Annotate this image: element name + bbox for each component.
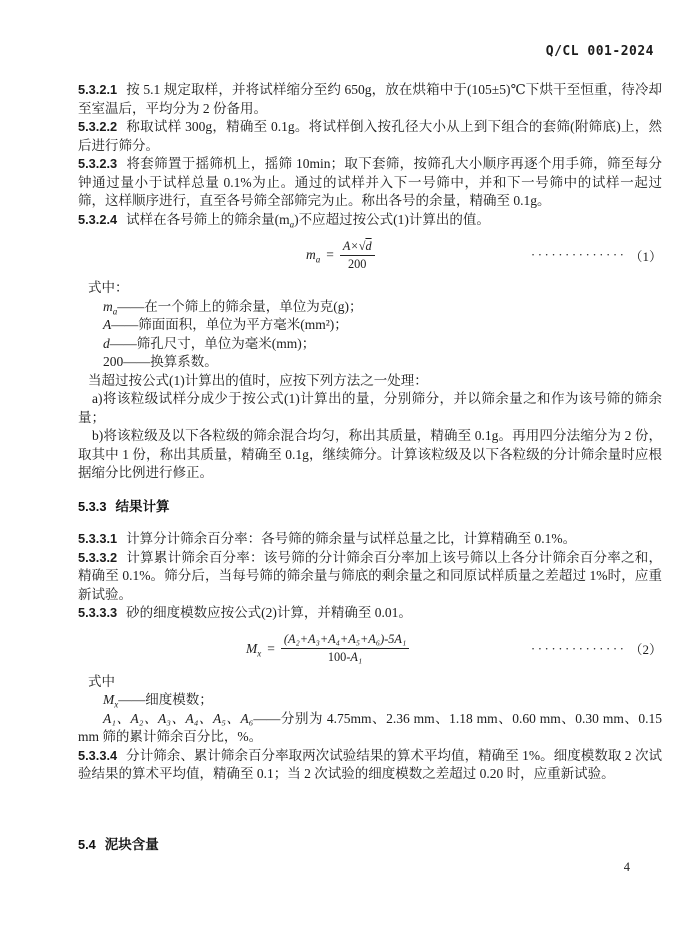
- definition-text: ——细度模数；: [118, 692, 213, 707]
- formula-1-lhs: [306, 247, 320, 263]
- clause-number: 5.3.2.1: [78, 82, 118, 97]
- paragraph-5-3-3-3: [78, 604, 662, 623]
- equals-sign: =: [267, 640, 275, 656]
- paragraph-5-3-2-1: [78, 81, 662, 118]
- clause-text: 称取试样 300g，精确至 0.1g。将试样倒入按孔径大小从上到下组合的套筛(附筛底)上，然后进行筛分。: [78, 119, 662, 153]
- denominator-constant: 100-: [327, 650, 351, 664]
- definition-text: ——换算系数。: [123, 354, 218, 369]
- fraction-numerator: [340, 239, 375, 256]
- definition-d: [78, 335, 662, 354]
- fraction: [340, 239, 375, 272]
- formula-2-lhs: [246, 641, 261, 657]
- formula-1-number: （1）: [629, 248, 662, 264]
- formula-1: [78, 238, 662, 272]
- variable: A: [103, 317, 112, 332]
- clause-number: 5.3.3.4: [78, 747, 118, 763]
- clause-text: 将套筛置于摇筛机上，摇筛 10min；取下套筛，按筛孔大小顺序再逐个用手筛，筛至每分钟通过量小于试样总量 0.1%为止。通过的试样并入下一号筛中，并和下一号筛中的试样一起过筛，这样顺序进行，直至各号筛全部筛完为止。称出各号的余量，精确至 0.1g。: [78, 156, 662, 208]
- formula-1-reference: [531, 246, 662, 265]
- definition-text: ——筛面面积，单位为平方毫米(mm²)；: [111, 317, 348, 332]
- lhs-base: m: [306, 247, 316, 262]
- paragraph-5-3-2-2: [78, 118, 662, 155]
- section-heading-5-3-3: [78, 498, 662, 517]
- sqrt-sign: √: [358, 238, 366, 253]
- dot-leader: ··············: [530, 640, 627, 656]
- definition-A1-A6: [78, 710, 662, 747]
- fraction-denominator: 200: [348, 256, 367, 271]
- fraction-denominator: [328, 649, 362, 665]
- clause-text-pre: 试样在各号筛上的筛余量(m: [126, 211, 290, 227]
- fraction-numerator: (A₂+A₃+A₄+A₅+A₆)-5A₁: [281, 632, 409, 649]
- clause-text: 计算分计筛余百分率：各号筛的筛余量与试样总量之比，计算精确至 0.1%。: [126, 531, 577, 546]
- section-title: 结果计算: [115, 498, 170, 514]
- clause-text: 计算累计筛余百分率：该号筛的分计筛余百分率加上该号筛以上各分计筛余百分率之和，精确至 0.1%。筛分后，当每号筛的筛余量与筛底的剩余量之和同原试样质量之差超过 1%时，应重新试验。: [78, 549, 662, 602]
- definition-ma: [78, 298, 662, 317]
- clause-text: [126, 211, 490, 230]
- clause-text: 砂的细度模数应按公式(2)计算，并精确至 0.01。: [126, 605, 412, 620]
- clause-text-post: )不应超过按公式(1)计算出的值。: [294, 211, 490, 227]
- document-code: Q/CL 001-2024: [545, 44, 654, 59]
- dot-leader: ··············: [530, 247, 627, 262]
- list-item-a: a)将该粒级试样分成少于按公式(1)计算出的量，分别筛分，并以筛余量之和作为该号筛的筛余量；: [78, 391, 662, 425]
- numerator-vars: A×: [342, 238, 359, 253]
- formula-2-reference: [531, 639, 662, 658]
- clause-number: 5.3.3.3: [78, 605, 118, 620]
- where-intro-2: 式中: [88, 673, 115, 689]
- lhs-subscript: x: [257, 648, 262, 659]
- clause-number: 5.3.2.4: [78, 211, 118, 227]
- variables: A₁、A₂、A₃、A₄、A₅、A₆: [103, 710, 254, 726]
- formula-2-expression: [246, 632, 409, 665]
- list-item-b: b)将该粒级及以下各粒级的筛余混合均匀，称出其质量，精确至 0.1g。再用四分法缩分为 2 份，取其中 1 份，称出其质量，精确至 0.1g，继续筛分。计算该粒级及以下各粒级的分计筛余量时应根据缩分比例进行修正。: [78, 428, 662, 480]
- lhs-subscript: a: [315, 254, 321, 265]
- page-number: 4: [623, 860, 630, 874]
- section-title: 泥块含量: [104, 836, 159, 852]
- section-number: 5.3.3: [78, 498, 107, 514]
- denominator-variable: A₁: [350, 650, 363, 664]
- definition-text: ——筛孔尺寸，单位为毫米(mm)；: [109, 335, 316, 351]
- clause-number: 5.3.3.1: [78, 531, 118, 546]
- paragraph-5-3-3-1: [78, 530, 662, 549]
- paragraph-5-3-3-4: [78, 747, 662, 784]
- variable: m: [103, 298, 113, 314]
- variable-subscript: a: [289, 219, 295, 230]
- clause-number: 5.3.2.3: [78, 156, 118, 171]
- definition-text: ——在一个筛上的筛余量，单位为克(g)；: [117, 298, 363, 314]
- document-body: [78, 81, 662, 854]
- paragraph-5-3-2-4: [78, 211, 662, 230]
- clause-number: 5.3.3.2: [78, 549, 118, 565]
- formula-2-number: （2）: [629, 642, 662, 657]
- variable: d: [103, 335, 110, 351]
- clause-text: 按 5.1 规定取样，并将试样缩分至约 650g，放在烘箱中于(105±5)℃下烘干至恒重，待冷却至室温后，平均分为 2 份备用。: [78, 82, 662, 116]
- radicand: d: [365, 238, 372, 253]
- paragraph-5-3-2-3: [78, 155, 662, 211]
- definition-200: [78, 353, 662, 372]
- clause-text: 分计筛余、累计筛余百分率取两次试验结果的算术平均值，精确至 1%。细度模数取 2 次试验结果的算术平均值，精确至 0.1；当 2 次试验的细度模数之差超过 0.20 时，应重新试验。: [78, 747, 662, 781]
- definition-A: [78, 316, 662, 335]
- paragraph-5-3-3-2: [78, 549, 662, 605]
- section-number: 5.4: [78, 836, 96, 852]
- clause-number: 5.3.2.2: [78, 119, 118, 134]
- fraction: [281, 632, 409, 665]
- formula-2: [78, 632, 662, 666]
- section-heading-5-4: [78, 836, 662, 855]
- where-intro-1: 式中：: [88, 280, 129, 295]
- formula-1-expression: [306, 239, 375, 272]
- variable-subscript: a: [112, 306, 118, 317]
- equals-sign: =: [326, 247, 334, 262]
- variable: M: [103, 692, 115, 707]
- definition-Mx: [78, 691, 662, 710]
- variable-subscript: x: [114, 699, 119, 710]
- lhs-base: M: [246, 640, 258, 656]
- exceed-note: 当超过按公式(1)计算出的值时，应按下列方法之一处理：: [88, 372, 428, 388]
- constant: 200: [103, 354, 124, 369]
- definition-text: ——分别为 4.75mm、2.36 mm、1.18 mm、0.60 mm、0.30 mm、0.15 mm 筛的累计筛余百分比，%。: [78, 710, 662, 744]
